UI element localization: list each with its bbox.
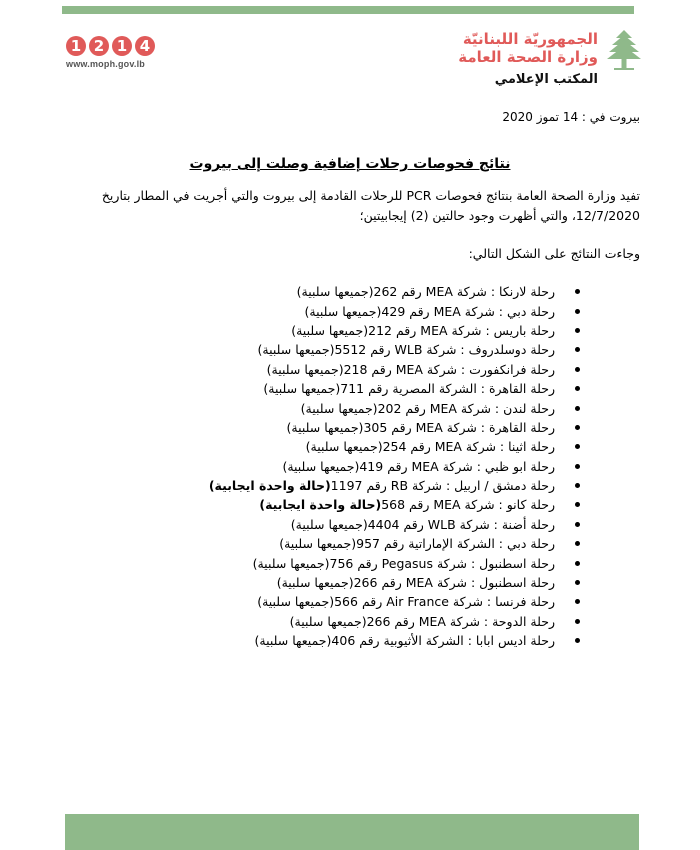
flight-result-negative: (جميعها سلبية) [279,536,357,552]
bullet-icon [575,599,580,604]
website-url: www.moph.gov.lb [66,59,145,69]
flight-info: رحلة لندن : شركة MEA رقم 202 [377,400,555,416]
bullet-icon [575,561,580,566]
flight-info: رحلة لارنكا : شركة MEA رقم 262 [373,284,555,300]
media-office: المكتب الإعلامي [494,72,598,87]
flight-info: رحلة دمشق / اربيل : شركة RB رقم 1197 [330,478,555,494]
hotline-digit: 1 [112,36,132,56]
ministry-name: وزارة الصحة العامة [458,48,598,66]
ministry-title [458,30,598,66]
flight-result-negative: (جميعها سلبية) [252,555,330,571]
bullet-icon [575,522,580,527]
flight-list-item [100,534,580,553]
bullet-icon [575,541,580,546]
bullet-icon [575,367,580,372]
flight-info: رحلة باريس : شركة MEA رقم 212 [368,322,555,338]
flight-list-item [100,360,580,379]
bullet-icon [575,502,580,507]
hotline-digits [66,36,166,56]
hotline-logo [66,36,166,69]
flight-info: رحلة اسطنبول : شركة Pegasus رقم 756 [329,555,555,571]
flight-info: رحلة فرانكفورت : شركة MEA رقم 218 [343,361,555,377]
flight-result-negative: (جميعها سلبية) [276,575,354,591]
flight-list-item [100,282,580,301]
flight-list-item [100,573,580,592]
document-title: نتائج فحوصات رحلات إضافية وصلت إلى بيروت [189,156,511,172]
flight-list-item [100,631,580,650]
flight-info: رحلة دوسلدروف : شركة WLB رقم 5512 [334,342,555,358]
flight-result-negative: (جميعها سلبية) [300,400,378,416]
flight-result-negative: (جميعها سلبية) [290,516,368,532]
flight-list-item [100,476,580,495]
bullet-icon [575,464,580,469]
flight-result-negative: (جميعها سلبية) [291,322,369,338]
flight-result-negative: (جميعها سلبية) [282,458,360,474]
flight-result-negative: (جميعها سلبية) [286,419,364,435]
flight-info: رحلة اديس ابابا : الشركة الأثيوبية رقم 406 [331,633,555,649]
flight-result-negative: (جميعها سلبية) [305,439,383,455]
flight-result-positive: (حالة واحدة ايجابية) [208,478,331,494]
flight-result-negative: (جميعها سلبية) [304,303,382,319]
flight-list-item [100,379,580,398]
flight-info: رحلة ابو ظبي : شركة MEA رقم 419 [359,458,555,474]
bullet-icon [575,328,580,333]
republic-name: الجمهوريّة اللبنانيّة [462,30,598,48]
flight-list-item [100,418,580,437]
bullet-icon [575,289,580,294]
flight-info: رحلة دبي : شركة MEA رقم 429 [381,303,555,319]
hotline-digit: 1 [66,36,86,56]
flight-list-item [100,457,580,476]
flight-info: رحلة اثينا : شركة MEA رقم 254 [382,439,555,455]
bullet-icon [575,580,580,585]
flight-result-negative: (جميعها سلبية) [266,361,344,377]
bullet-icon [575,309,580,314]
flight-info: رحلة فرنسا : شركة Air France رقم 566 [334,594,555,610]
flight-info: رحلة القاهرة : الشركة المصرية رقم 711 [340,381,555,397]
results-intro: وجاءت النتائج على الشكل التالي: [468,246,640,261]
ministry-header [412,26,642,96]
bullet-icon [575,638,580,643]
flight-info: رحلة كانو : شركة MEA رقم 568 [381,497,555,513]
bullet-icon [575,347,580,352]
flight-result-negative: (جميعها سلبية) [254,633,332,649]
bullet-icon [575,483,580,488]
flight-list-item [100,321,580,340]
bullet-icon [575,425,580,430]
flight-list-item [100,437,580,456]
flight-result-negative: (جميعها سلبية) [263,381,341,397]
hotline-digit: 4 [135,36,155,56]
flight-info: رحلة دبي : الشركة الإماراتية رقم 957 [356,536,555,552]
bullet-icon [575,386,580,391]
flight-info: رحلة أضنة : شركة WLB رقم 4404 [367,516,555,532]
flight-list-item [100,301,580,320]
flight-results-list [100,282,580,650]
flight-info: رحلة اسطنبول : شركة MEA رقم 266 [353,575,555,591]
flight-list-item [100,553,580,572]
flight-result-negative: (جميعها سلبية) [257,594,335,610]
document-intro: تفيد وزارة الصحة العامة بنتائج فحوصات PCR للرحلات القادمة إلى بيروت والتي أجريت في المطار بتاريخ 12/7/2020، والتي أظهرت وجود حالتين (2) إيجابيتين؛ [101,188,640,223]
top-green-bar [62,6,634,14]
flight-result-negative: (جميعها سلبية) [257,342,335,358]
flight-list-item [100,495,580,514]
flight-result-negative: (جميعها سلبية) [296,284,374,300]
bullet-icon [575,619,580,624]
flight-result-positive: (حالة واحدة ايجابية) [259,497,382,513]
bullet-icon [575,444,580,449]
bottom-green-bar [65,814,639,850]
flight-list-item [100,340,580,359]
flight-result-negative: (جميعها سلبية) [289,613,367,629]
cedar-icon [606,28,642,72]
flight-info: رحلة الدوحة : شركة MEA رقم 266 [366,613,555,629]
flight-list-item [100,515,580,534]
hotline-digit: 2 [89,36,109,56]
flight-list-item [100,398,580,417]
flight-info: رحلة القاهرة : شركة MEA رقم 305 [363,419,555,435]
document-date: بيروت في : 14 تموز 2020 [502,110,640,124]
flight-list-item [100,592,580,611]
bullet-icon [575,406,580,411]
flight-list-item [100,612,580,631]
